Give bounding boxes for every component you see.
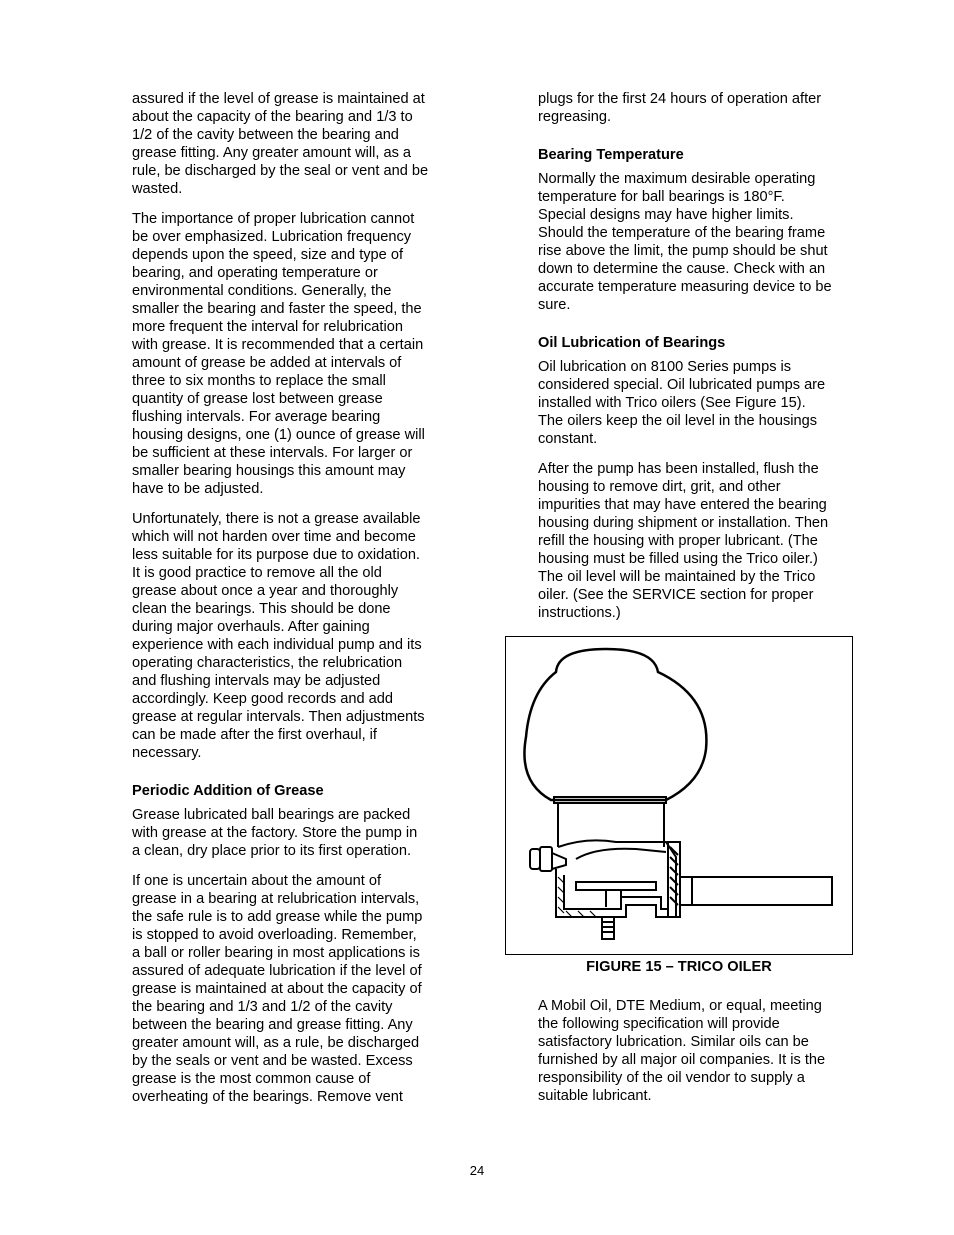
paragraph xyxy=(538,170,856,314)
text-line: be over emphasized. Lubrication frequency xyxy=(132,229,412,245)
text-line: accordingly. Keep good records and add xyxy=(132,691,393,707)
section-heading: Bearing Temperature xyxy=(538,147,684,163)
text-line: satisfactory lubrication. Similar oils can be xyxy=(538,1034,809,1050)
text-line: grease about once a year and thoroughly xyxy=(132,583,399,599)
text-line: wasted. xyxy=(132,181,183,197)
text-line: oiler. (See the SERVICE section for proper xyxy=(538,587,814,603)
text-line: assured if the level of grease is maintained at xyxy=(132,91,425,107)
text-line: with grease at the factory. Store the pump in xyxy=(132,825,418,841)
right-column xyxy=(538,90,856,634)
text-line: grease in a bearing at relubrication intervals, xyxy=(132,891,420,907)
paragraph xyxy=(132,210,454,498)
text-line: less suitable for its purpose due to oxidation. xyxy=(132,547,420,563)
text-line: be sufficient at these intervals. For larger or xyxy=(132,445,413,461)
text-line: sure. xyxy=(538,297,571,313)
text-line: Should the temperature of the bearing frame xyxy=(538,225,826,241)
text-line: the safe rule is to add grease while the pump xyxy=(132,909,423,925)
text-line: The oilers keep the oil level in the housings xyxy=(538,413,818,429)
text-line: grease fitting. Any greater amount will, as a xyxy=(132,145,412,161)
text-line: about the capacity of the bearing and 1/3 to xyxy=(132,109,413,125)
text-line: regreasing. xyxy=(538,109,612,125)
text-line: The importance of proper lubrication cannot xyxy=(132,211,415,227)
text-line: Normally the maximum desirable operating xyxy=(538,171,816,187)
paragraph xyxy=(538,460,856,622)
text-line: housing to remove dirt, grit, and other xyxy=(538,479,781,495)
paragraph xyxy=(132,90,454,198)
text-line: It is good practice to remove all the old xyxy=(132,565,382,581)
text-line: considered special. Oil lubricated pumps are xyxy=(538,377,826,393)
text-line: by the seals or vent and be wasted. Excess xyxy=(132,1053,413,1069)
section-heading: Periodic Addition of Grease xyxy=(132,783,324,799)
text-line: Grease lubricated ball bearings are packed xyxy=(132,807,411,823)
text-line: environmental conditions. Generally, the xyxy=(132,283,392,299)
text-line: accurate temperature measuring device to be xyxy=(538,279,832,295)
text-line: three to six months to replace the small xyxy=(132,373,386,389)
text-line: furnished by all major oil companies. It is the xyxy=(538,1052,826,1068)
text-line: responsibility of the oil vendor to supply a xyxy=(538,1070,805,1086)
text-line: is stopped to avoid overloading. Remember, xyxy=(132,927,417,943)
trico-oiler-figure xyxy=(505,636,853,955)
text-line: a ball or roller bearing in most applications is xyxy=(132,945,420,961)
paragraph xyxy=(538,90,856,126)
text-line: After the pump has been installed, flush the xyxy=(538,461,819,477)
paragraph xyxy=(132,806,454,860)
text-line: experience with each individual pump and its xyxy=(132,637,422,653)
paragraph xyxy=(132,872,454,1106)
text-line: Unfortunately, there is not a grease available xyxy=(132,511,421,527)
text-line: housing designs, one (1) ounce of grease will xyxy=(132,427,425,443)
page-number: 24 xyxy=(469,1163,485,1178)
text-line: bearing, and operating temperature or xyxy=(132,265,378,281)
text-line: housing during shipment or installation. Then xyxy=(538,515,829,531)
paragraph xyxy=(538,997,856,1105)
text-line: between the bearing and grease fitting. Any xyxy=(132,1017,413,1033)
text-line: rise above the limit, the pump should be shut xyxy=(538,243,828,259)
text-line: 1/2 of the cavity between the bearing and xyxy=(132,127,399,143)
text-line: with grease. It is recommended that a certain xyxy=(132,337,424,353)
text-line: can be made after the first overhaul, if xyxy=(132,727,377,743)
text-line: installed with Trico oilers (See Figure 15). xyxy=(538,395,806,411)
text-line: clean the bearings. This should be done xyxy=(132,601,391,617)
text-line: necessary. xyxy=(132,745,202,761)
text-line: the bearing and 1/3 and 1/2 of the cavity xyxy=(132,999,393,1015)
text-line: amount of grease be added at intervals of xyxy=(132,355,402,371)
text-line: overheating of the bearings. Remove vent xyxy=(132,1089,403,1105)
text-line: and flushing intervals may be adjusted xyxy=(132,673,381,689)
text-line: impurities that may have entered the bearing xyxy=(538,497,827,513)
text-line: suitable lubricant. xyxy=(538,1088,652,1104)
text-line: temperature for ball bearings is 180°F. xyxy=(538,189,785,205)
text-line: assured of adequate lubrication if the level of xyxy=(132,963,422,979)
text-line: have to be adjusted. xyxy=(132,481,264,497)
text-line: plugs for the first 24 hours of operation after xyxy=(538,91,822,107)
text-line: a clean, dry place prior to its first operation. xyxy=(132,843,412,859)
text-line: the following specification will provide xyxy=(538,1016,780,1032)
text-line: greater amount will, as a rule, be discharged xyxy=(132,1035,420,1051)
text-line: flushing intervals. For average bearing xyxy=(132,409,381,425)
text-line: Oil lubrication on 8100 Series pumps is xyxy=(538,359,792,375)
text-line: refill the housing with proper lubricant. (The xyxy=(538,533,818,549)
section-heading: Oil Lubrication of Bearings xyxy=(538,335,726,351)
text-line: rule, be discharged by the seal or vent and be xyxy=(132,163,429,179)
text-line: Special designs may have higher limits. xyxy=(538,207,794,223)
text-line: during major overhauls. After gaining xyxy=(132,619,370,635)
text-line: grease is the most common cause of xyxy=(132,1071,371,1087)
text-line: which will not harden over time and become xyxy=(132,529,416,545)
text-line: smaller the bearing and faster the speed, the xyxy=(132,301,422,317)
text-line: A Mobil Oil, DTE Medium, or equal, meeting xyxy=(538,998,822,1014)
left-column xyxy=(132,90,454,1118)
text-line: constant. xyxy=(538,431,598,447)
text-line: quantity of grease lost between grease xyxy=(132,391,383,407)
text-line: operating characteristics, the relubrication xyxy=(132,655,403,671)
text-line: more frequent the interval for relubrication xyxy=(132,319,403,335)
paragraph xyxy=(538,358,856,448)
text-line: grease is maintained at about the capacity of xyxy=(132,981,422,997)
text-line: depends upon the speed, size and type of xyxy=(132,247,404,263)
figure-caption: FIGURE 15 – TRICO OILER xyxy=(586,959,772,975)
text-line: grease at regular intervals. Then adjustments xyxy=(132,709,425,725)
text-line: If one is uncertain about the amount of xyxy=(132,873,382,889)
text-line: instructions.) xyxy=(538,605,621,621)
trico-oiler-illustration xyxy=(506,637,854,956)
text-line: housing must be filled using the Trico oiler.) xyxy=(538,551,818,567)
text-line: The oil level will be maintained by the Trico xyxy=(538,569,816,585)
paragraph xyxy=(132,510,454,762)
text-line: down to determine the cause. Check with an xyxy=(538,261,826,277)
text-line: smaller bearing housings this amount may xyxy=(132,463,406,479)
